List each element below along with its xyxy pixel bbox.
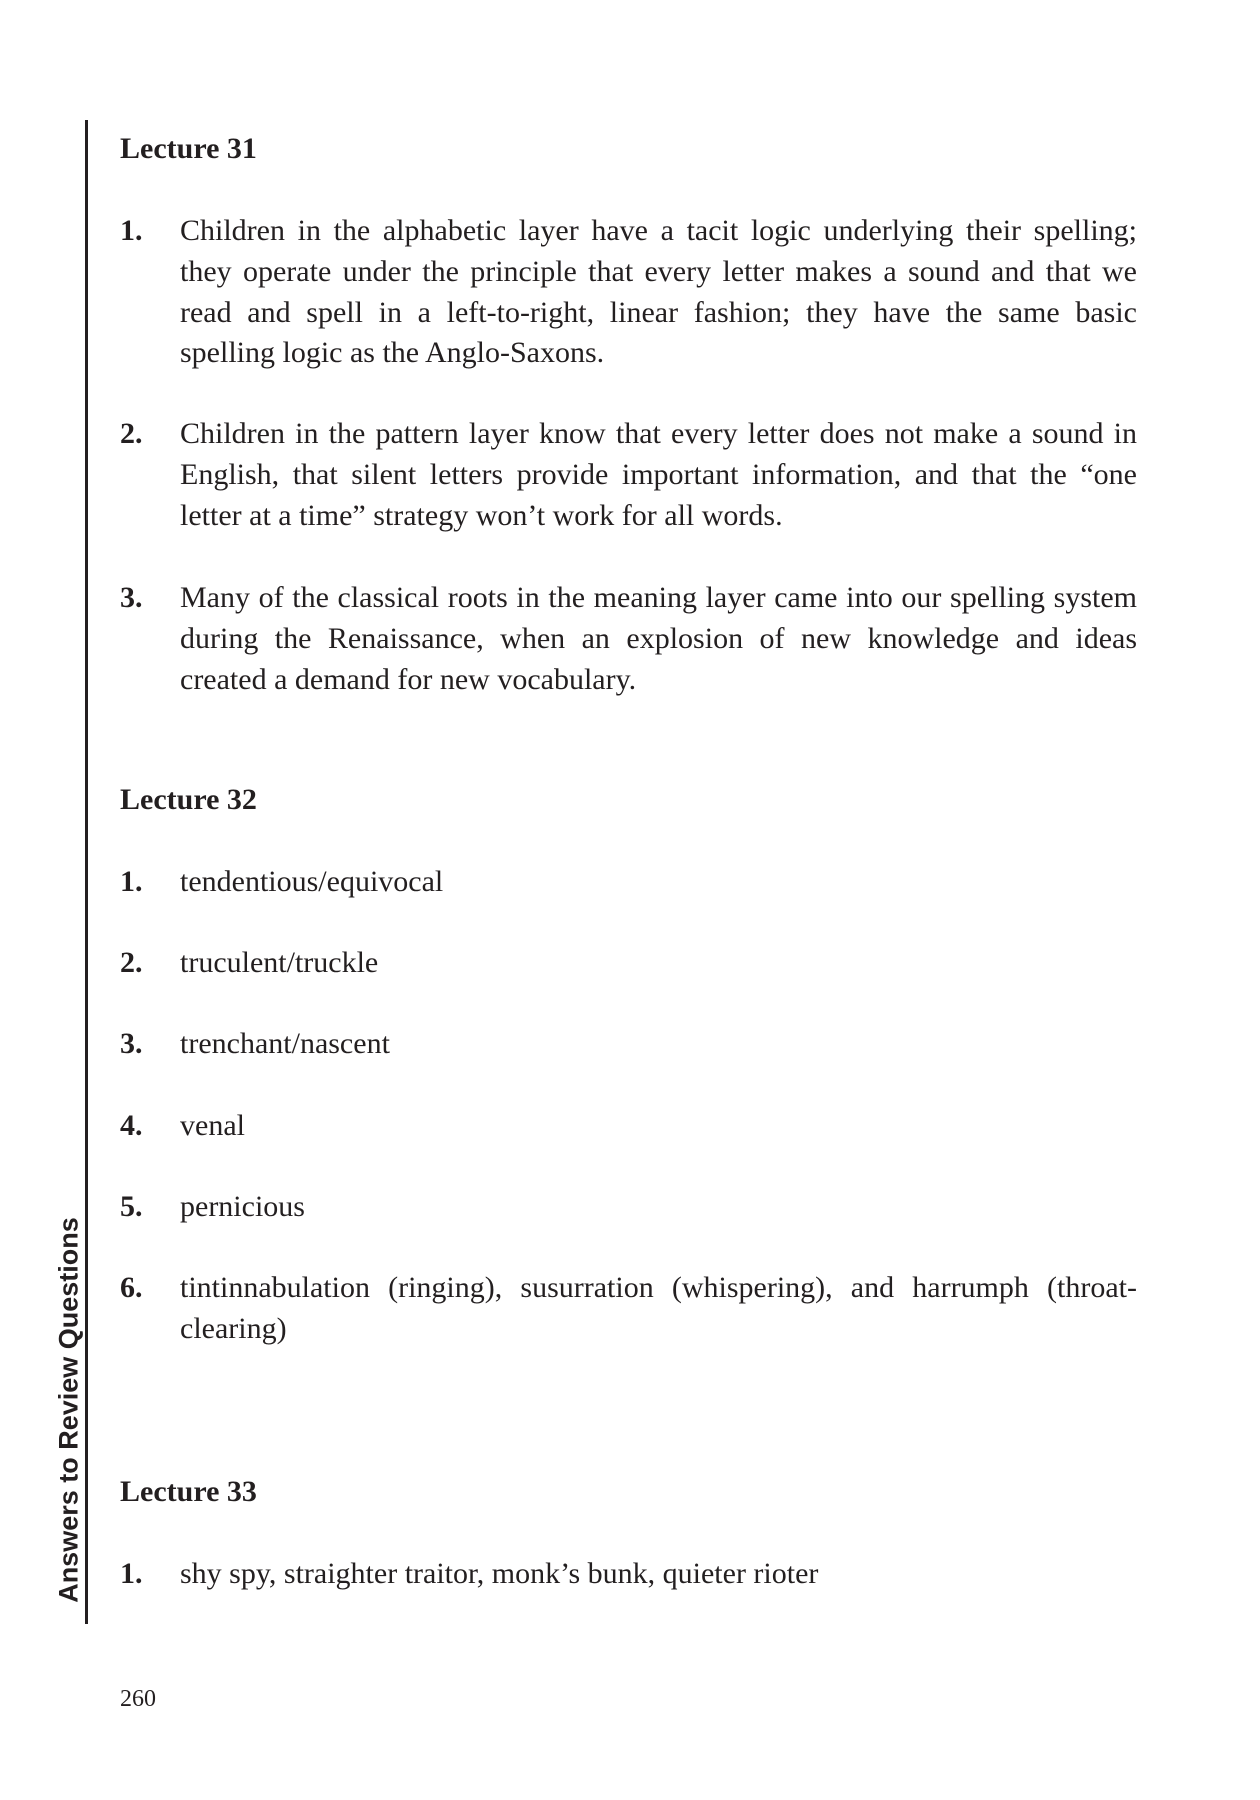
item-number: 5. xyxy=(120,1190,143,1223)
item-text: trenchant/nascent xyxy=(180,1027,390,1060)
list-item xyxy=(120,1106,1137,1147)
item-text: Children in the pattern layer know that every letter does not make a sound in English, that silent letters provide important information, and that the “one letter at a time” strategy won’t work for all words. xyxy=(180,417,1137,532)
list-item xyxy=(120,862,1137,903)
section-heading-lecture-32: Lecture 32 xyxy=(120,783,257,816)
section-heading-lecture-31: Lecture 31 xyxy=(120,132,257,165)
item-text: tintinnabulation (ringing), susurration (whispering), and harrumph (throat-clearing) xyxy=(180,1271,1137,1345)
list-item xyxy=(120,414,1137,536)
list-item xyxy=(120,211,1137,374)
item-number: 1. xyxy=(120,865,143,898)
item-text: Many of the classical roots in the meaning layer came into our spelling system during the Renaissance, when an explosion of new knowledge and ideas created a demand for new vocabulary. xyxy=(180,581,1137,696)
item-text: venal xyxy=(180,1109,245,1142)
list-item xyxy=(120,578,1137,700)
item-number: 6. xyxy=(120,1271,143,1304)
item-text: truculent/truckle xyxy=(180,946,379,979)
item-number: 1. xyxy=(120,214,143,247)
margin-rule xyxy=(85,120,88,1624)
item-text: Children in the alphabetic layer have a tacit logic underlying their spelling; they operate under the principle that every letter makes a sound and that we read and spell in a left-to-right, linear fashion; they have the same basic spelling logic as the Anglo-Saxons. xyxy=(180,214,1137,370)
item-number: 4. xyxy=(120,1109,143,1142)
item-number: 3. xyxy=(120,581,143,614)
list-item xyxy=(120,1268,1137,1350)
list-item xyxy=(120,1187,1137,1228)
section-heading-lecture-33: Lecture 33 xyxy=(120,1475,257,1508)
item-number: 1. xyxy=(120,1557,143,1590)
item-number: 2. xyxy=(120,946,143,979)
item-text: pernicious xyxy=(180,1190,305,1223)
item-number: 2. xyxy=(120,417,143,450)
item-text: tendentious/equivocal xyxy=(180,865,444,898)
list-item xyxy=(120,943,1137,984)
list-item xyxy=(120,1024,1137,1065)
item-text: shy spy, straighter traitor, monk’s bunk, quieter rioter xyxy=(180,1557,819,1590)
page-number: 260 xyxy=(120,1686,156,1712)
item-number: 3. xyxy=(120,1027,143,1060)
running-side-label: Answers to Review Questions xyxy=(53,1217,84,1603)
list-item xyxy=(120,1554,1137,1595)
